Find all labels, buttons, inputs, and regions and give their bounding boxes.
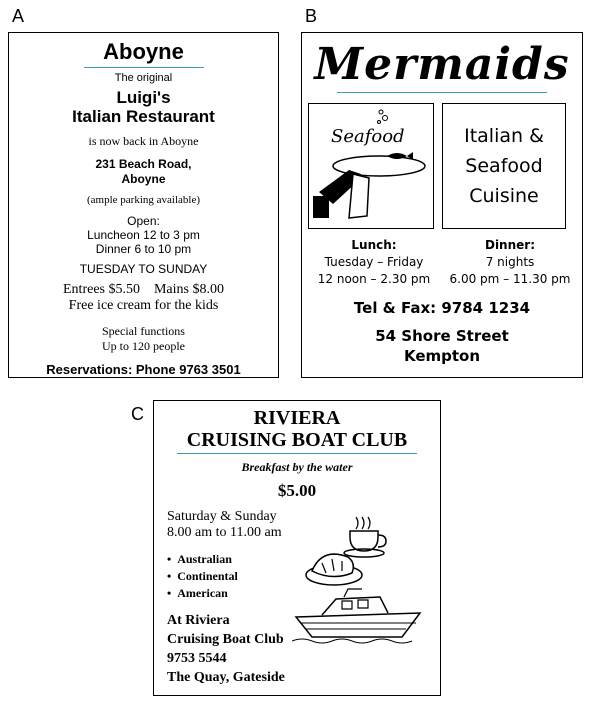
ad-a-reservations: Reservations: Phone 9763 3501: [46, 362, 241, 377]
ad-a-the-original: The original: [114, 72, 173, 84]
ad-b-seafood-logo-box: [308, 103, 434, 229]
ad-a-luncheon: Luncheon 12 to 3 pm: [87, 228, 200, 242]
ad-a-open: Open:: [127, 214, 160, 228]
ad-c-days: Saturday & Sunday: [167, 509, 277, 524]
list-item: • American: [167, 586, 228, 600]
ad-a-days: TUESDAY TO SUNDAY: [79, 262, 208, 276]
ad-riviera: [153, 400, 441, 696]
ad-c-title-line1: RIVIERA: [253, 407, 341, 429]
ad-a-special-line2: Up to 120 people: [102, 339, 185, 353]
panel-label-b: B: [305, 6, 318, 26]
ad-c-at-line1: At Riviera: [167, 613, 230, 628]
ad-b-dinner-days: 7 nights: [485, 255, 535, 269]
ad-a-name-line1: Luigi's: [116, 88, 171, 107]
ad-b-cuisine-box: [442, 103, 566, 229]
ad-b-cuisine-line3: Cuisine: [469, 185, 539, 207]
ad-b-lunch-time: 12 noon – 2.30 pm: [317, 272, 431, 286]
ad-a-back-in: is now back in Aboyne: [88, 134, 199, 148]
ad-c-phone: 9753 5544: [167, 651, 227, 666]
ad-a-title-rule: [84, 67, 204, 68]
ad-a-name-line2: Italian Restaurant: [72, 107, 215, 126]
boat-icon: [292, 587, 432, 645]
ad-c-title-rule: [177, 453, 417, 454]
panel-label-c: C: [131, 404, 144, 424]
ad-b-lunch-block: [304, 237, 444, 288]
ad-b-dinner-title: Dinner:: [484, 238, 535, 252]
ad-b-brand: Mermaids: [314, 39, 570, 90]
ad-c-at-line2: Cruising Boat Club: [167, 632, 284, 647]
ad-c-option-1: Australian: [177, 552, 232, 566]
ad-c-contact: [167, 611, 285, 687]
ad-a-address-line2: Aboyne: [121, 172, 166, 186]
ad-a-title: Aboyne: [103, 39, 184, 64]
list-item: • Australian: [167, 552, 232, 566]
ad-a-free-ice-cream: Free ice cream for the kids: [68, 298, 219, 313]
ad-c-options-list: [167, 551, 238, 602]
ad-b-dinner-time: 6.00 pm – 11.30 pm: [449, 272, 571, 286]
ad-mermaids: [301, 32, 583, 378]
waiter-tray-icon: [309, 104, 432, 227]
ad-a-prices: Entrees $5.50 Mains $8.00: [63, 282, 224, 297]
list-item: • Continental: [167, 569, 238, 583]
ad-c-title-line2: CRUISING BOAT CLUB: [186, 429, 408, 451]
ad-a-dinner: Dinner 6 to 10 pm: [95, 242, 192, 256]
ad-b-cuisine-line1: Italian &: [464, 125, 544, 147]
ad-c-price: $5.00: [277, 481, 317, 500]
ad-a-parking: (ample parking available): [86, 194, 200, 206]
ad-b-address: [302, 326, 582, 366]
panel-label-a: A: [12, 6, 25, 26]
ad-c-schedule: [167, 509, 282, 541]
ad-b-lunch-title: Lunch:: [351, 238, 397, 252]
ad-c-place: The Quay, Gateside: [167, 670, 285, 685]
ad-c-time: 8.00 am to 11.00 am: [167, 525, 282, 540]
breakfast-icon: [304, 513, 394, 593]
ad-a-special-line1: Special functions: [102, 324, 185, 338]
ad-b-dinner-block: [440, 237, 580, 288]
ad-b-address-line1: 54 Shore Street: [375, 327, 509, 345]
ad-b-address-line2: Kempton: [403, 347, 481, 365]
ad-b-cuisine-line2: Seafood: [465, 155, 543, 177]
ad-c-option-2: Continental: [177, 569, 238, 583]
ad-b-lunch-days: Tuesday – Friday: [324, 255, 424, 269]
ad-b-phone: Tel & Fax: 9784 1234: [353, 299, 531, 317]
ad-a-address-line1: 231 Beach Road,: [95, 157, 192, 171]
ad-c-option-3: American: [177, 586, 228, 600]
ad-aboyne: [8, 32, 279, 378]
ad-c-tagline: Breakfast by the water: [241, 460, 353, 474]
ad-b-seafood-logo-text: Seafood: [331, 126, 405, 147]
ad-b-brand-rule: [337, 92, 547, 93]
